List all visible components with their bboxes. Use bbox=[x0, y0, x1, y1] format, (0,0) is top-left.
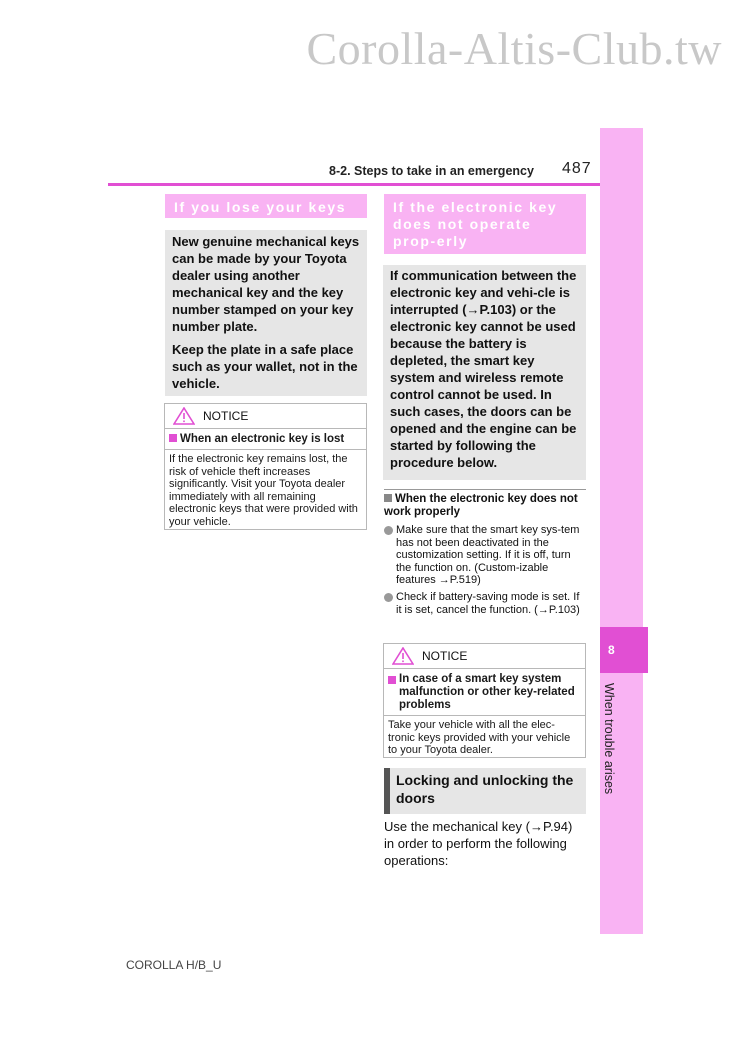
notice-box-left bbox=[164, 403, 367, 530]
page-number: 487 bbox=[562, 160, 592, 177]
notice-heading-text: In case of a smart key system malfunction or other key-related problems bbox=[399, 673, 575, 711]
bullet-square-icon bbox=[384, 494, 392, 502]
header-rule bbox=[108, 183, 600, 186]
bullet-dot-icon bbox=[384, 593, 393, 602]
list-item-text: Check if battery-saving mode is set. If it is set, cancel the function. (→P.103) bbox=[396, 591, 580, 616]
subheading-key-not-working bbox=[384, 493, 584, 519]
notice-box-right bbox=[383, 643, 586, 758]
list-item bbox=[384, 524, 586, 587]
locking-intro-text: Use the mechanical key (→P.94) in order to perform the following operations: bbox=[384, 819, 573, 868]
lost-keys-paragraph-1: New genuine mechanical keys can be made by your Toyota dealer using another mechanical key and the key number stamped on your key number plate. bbox=[172, 234, 360, 334]
section-header: 8-2. Steps to take in an emergency bbox=[329, 164, 534, 178]
locking-section-title: Locking and unlocking the doors bbox=[384, 768, 586, 814]
notice-heading bbox=[384, 669, 585, 716]
subheading-text: When the electronic key does not work properly bbox=[384, 493, 578, 518]
list-item-text: Make sure that the smart key sys-tem has not been deactivated in the customization setting. If it is off, turn the function on. (Custom-izable features →P.519) bbox=[396, 524, 580, 586]
key-not-operate-paragraph: If communication between the electronic key and vehi-cle is interrupted (→P.103) or the electronic key cannot be used because the battery is depleted, the smart key system and wireless remote control cannot be used. In such cases, the doors can be opened and the engine can be started by following the procedure below. bbox=[390, 268, 577, 470]
key-not-operate-info-box bbox=[383, 265, 586, 480]
chapter-side-tab bbox=[600, 128, 643, 934]
lost-keys-info-box bbox=[165, 230, 367, 396]
notice-body: If the electronic key remains lost, the risk of vehicle theft increases significantly. Visit your Toyota dealer immediately with all remaining electronic keys that were provided with your vehicle. bbox=[169, 453, 358, 528]
lost-keys-paragraph-2: Keep the plate in a safe place such as your wallet, not in the vehicle. bbox=[172, 342, 358, 391]
bullet-dot-icon bbox=[384, 526, 393, 535]
bullet-square-icon bbox=[169, 434, 177, 442]
notice-heading bbox=[165, 429, 366, 450]
chapter-label: When trouble arises bbox=[602, 683, 616, 795]
notice-body: Take your vehicle with all the elec-tronic keys provided with your vehicle to your Toyota dealer. bbox=[388, 719, 571, 756]
notice-label: NOTICE bbox=[422, 649, 468, 663]
warning-triangle-icon bbox=[392, 647, 414, 665]
notice-header bbox=[165, 404, 366, 429]
list-item bbox=[384, 591, 586, 616]
notice-heading-text: When an electronic key is lost bbox=[180, 433, 345, 445]
key-not-operate-title: If the electronic key does not operate prop-erly bbox=[384, 194, 586, 254]
chapter-number: 8 bbox=[608, 643, 615, 657]
watermark: Corolla-Altis-Club.tw bbox=[306, 23, 722, 74]
subheading-rule bbox=[384, 489, 586, 490]
warning-triangle-icon bbox=[173, 407, 195, 425]
bullet-square-icon bbox=[388, 676, 396, 684]
footer-model-code: COROLLA H/B_U bbox=[126, 958, 222, 972]
notice-label: NOTICE bbox=[203, 409, 249, 423]
notice-header bbox=[384, 644, 585, 669]
lost-keys-title: If you lose your keys bbox=[165, 194, 367, 218]
